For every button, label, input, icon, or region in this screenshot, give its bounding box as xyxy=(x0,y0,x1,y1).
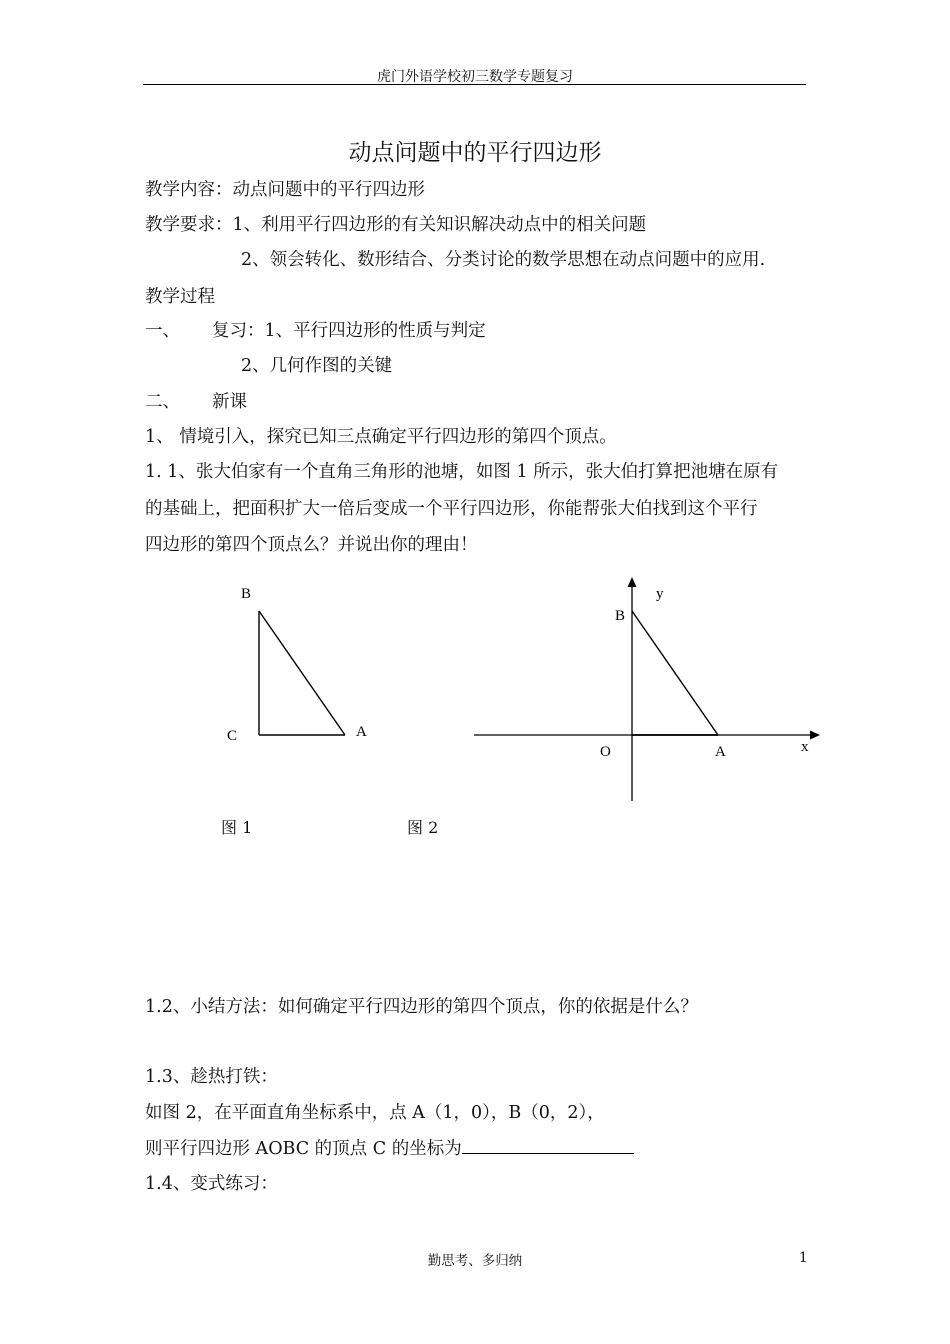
problem-line-3: 四边形的第四个顶点么？并说出你的理由！ xyxy=(145,535,478,555)
fig2-y-axis-label: y xyxy=(656,586,664,602)
teaching-requirement-2: 2、领会转化、数形结合、分类讨论的数学思想在动点问题中的应用. xyxy=(241,250,766,270)
teaching-content: 教学内容：动点问题中的平行四边形 xyxy=(145,180,425,200)
fig2-point-b-label: B xyxy=(615,608,626,624)
variant-practice-heading: 1.4、变式练习： xyxy=(145,1174,278,1194)
page-number: 1 xyxy=(799,1250,808,1266)
situation-intro: 1、 情境引入，探究已知三点确定平行四边形的第四个顶点。 xyxy=(145,427,617,447)
teaching-process-heading: 教学过程 xyxy=(145,287,215,307)
triangle-side-ab xyxy=(259,611,345,735)
fig1-vertex-c-label: C xyxy=(227,728,238,744)
fig2-origin-label: O xyxy=(600,744,611,760)
fig1-vertex-b-label: B xyxy=(241,586,252,602)
fig2-x-axis-label: x xyxy=(801,739,809,755)
figure-2-coordinate-plane xyxy=(470,570,830,810)
fig1-vertex-a-label: A xyxy=(356,724,367,740)
practice-heading: 1.3、趁热打铁： xyxy=(145,1067,278,1087)
review-item-2: 2、几何作图的关键 xyxy=(241,356,393,376)
answer-blank xyxy=(462,1137,634,1154)
practice-question-text: 则平行四边形 AOBC 的顶点 C 的坐标为 xyxy=(145,1139,462,1159)
problem-line-2: 的基础上，把面积扩大一倍后变成一个平行四边形，你能帮张大伯找到这个平行 xyxy=(145,499,758,519)
summary-method: 1.2、小结方法：如何确定平行四边形的第四个顶点，你的依据是什么？ xyxy=(145,997,698,1017)
y-axis-arrow xyxy=(628,577,637,587)
x-axis-arrow xyxy=(810,731,820,740)
new-lesson-label: 新课 xyxy=(212,392,247,412)
teaching-requirement-1: 教学要求：1、利用平行四边形的有关知识解决动点中的相关问题 xyxy=(145,215,647,235)
figure-1-caption: 图 1 xyxy=(221,818,253,837)
new-lesson-number: 二、 xyxy=(145,392,180,412)
review-number: 一、 xyxy=(145,321,180,341)
fig2-point-a-label: A xyxy=(715,744,726,760)
review-item-1: 复习：1、平行四边形的性质与判定 xyxy=(212,321,486,341)
practice-question-line-2 xyxy=(145,1135,634,1160)
figure-1-triangle xyxy=(220,578,380,748)
footer-motto: 勤思考、多归纳 xyxy=(427,1253,523,1269)
header-divider xyxy=(143,84,806,85)
document-title: 动点问题中的平行四边形 xyxy=(348,140,602,166)
page-header: 虎门外语学校初三数学专题复习 xyxy=(377,69,573,85)
problem-line-1: 1. 1、张大伯家有一个直角三角形的池塘，如图 1 所示，张大伯打算把池塘在原有 xyxy=(145,462,779,482)
segment-ab xyxy=(632,611,718,735)
practice-question-line-1: 如图 2，在平面直角坐标系中，点 A（1，0），B（0，2）， xyxy=(145,1103,605,1123)
figure-2-caption: 图 2 xyxy=(407,818,439,837)
